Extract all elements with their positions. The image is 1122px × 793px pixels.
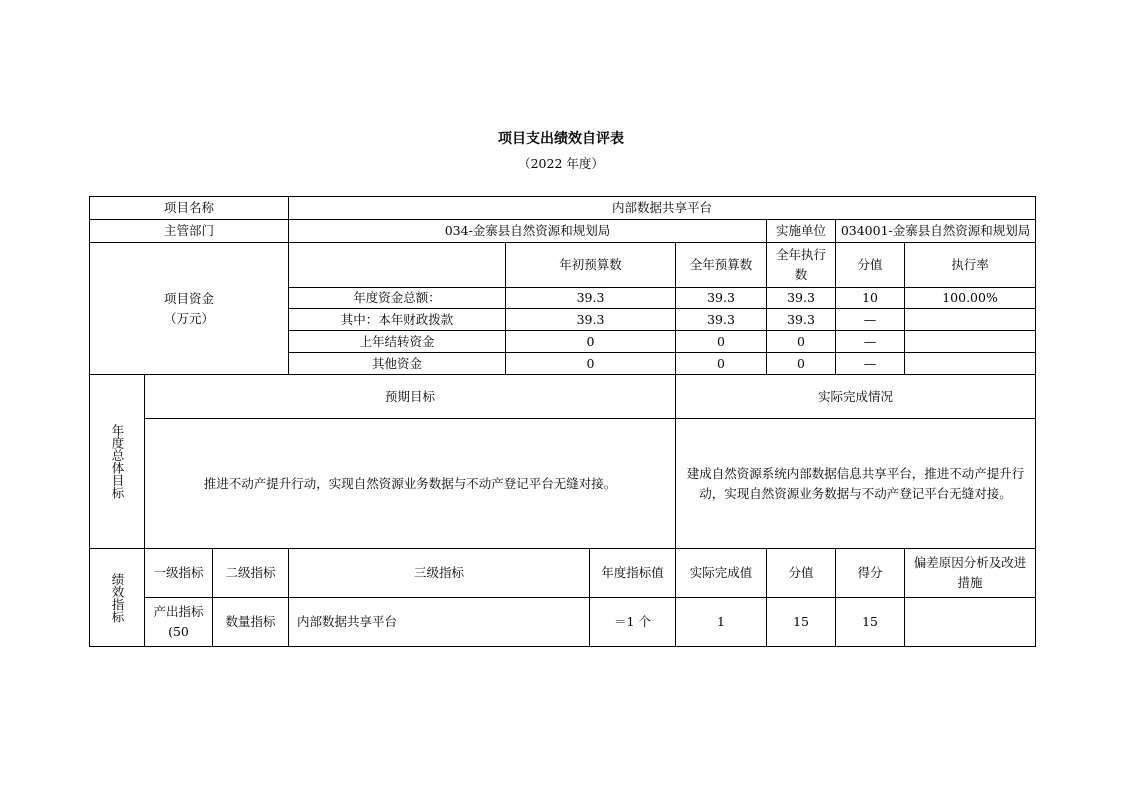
goals-actual-header: 实际完成情况 xyxy=(676,375,1036,419)
project-name-row xyxy=(90,197,1036,220)
indicators-header-level1: 一级指标 xyxy=(145,549,213,598)
funds-row-annual: 0 xyxy=(676,331,767,353)
funds-header-blank xyxy=(289,243,506,288)
funds-row-annual: 0 xyxy=(676,353,767,375)
department-label: 主管部门 xyxy=(90,220,289,243)
indicator-level3: 内部数据共享平台 xyxy=(289,598,590,647)
indicator-score: 15 xyxy=(836,598,905,647)
funds-row-annual: 39.3 xyxy=(676,309,767,331)
funds-row-annual: 39.3 xyxy=(676,288,767,309)
funds-row-initial: 39.3 xyxy=(506,309,676,331)
funds-row-score-value: — xyxy=(836,331,905,353)
indicator-deviation xyxy=(905,598,1036,647)
indicators-header-level3: 三级指标 xyxy=(289,549,590,598)
implementer-value: 034001-金寨县自然资源和规划局 xyxy=(836,220,1036,243)
funds-label-cell xyxy=(90,243,289,375)
funds-unit: （万元） xyxy=(164,310,215,326)
goals-label: 年度总体目标 xyxy=(110,424,125,499)
funds-header-initial: 年初预算数 xyxy=(506,243,676,288)
funds-header-executed: 全年执行数 xyxy=(767,243,836,288)
funds-row-executed: 0 xyxy=(767,331,836,353)
funds-row-name: 年度资金总额： xyxy=(289,288,506,309)
indicators-row xyxy=(90,598,1036,647)
funds-row-initial: 39.3 xyxy=(506,288,676,309)
funds-row-score-value: — xyxy=(836,353,905,375)
funds-row-initial: 0 xyxy=(506,331,676,353)
goals-expected-text: 推进不动产提升行动，实现自然资源业务数据与不动产登记平台无缝对接。 xyxy=(145,419,676,549)
indicators-header-score: 得分 xyxy=(836,549,905,598)
performance-table xyxy=(89,196,1036,647)
indicators-header-score-value: 分值 xyxy=(767,549,836,598)
indicators-header-level2: 二级指标 xyxy=(213,549,289,598)
funds-header-row xyxy=(90,243,1036,288)
indicator-level1: 产出指标(50 xyxy=(145,598,213,647)
implementer-label: 实施单位 xyxy=(767,220,836,243)
page-subtitle: （2022 年度） xyxy=(518,156,604,171)
goals-content-row xyxy=(90,419,1036,549)
page-title: 项目支出绩效自评表 xyxy=(498,131,624,147)
indicator-target: ＝1 个 xyxy=(590,598,676,647)
indicator-level2: 数量指标 xyxy=(213,598,289,647)
indicators-label-cell xyxy=(90,549,145,647)
indicators-header-target: 年度指标值 xyxy=(590,549,676,598)
funds-row-rate xyxy=(905,331,1036,353)
department-row xyxy=(90,220,1036,243)
funds-row-score-value: 10 xyxy=(836,288,905,309)
indicator-actual: 1 xyxy=(676,598,767,647)
funds-row-rate: 100.00% xyxy=(905,288,1036,309)
funds-row-executed: 0 xyxy=(767,353,836,375)
funds-row-initial: 0 xyxy=(506,353,676,375)
indicators-header-actual: 实际完成值 xyxy=(676,549,767,598)
goals-actual-text: 建成自然资源系统内部数据信息共享平台，推进不动产提升行动，实现自然资源业务数据与不动产登记平台无缝对接。 xyxy=(676,419,1036,549)
funds-label: 项目资金 xyxy=(164,290,215,306)
funds-row-name: 其他资金 xyxy=(289,353,506,375)
indicators-header-deviation: 偏差原因分析及改进措施 xyxy=(905,549,1036,598)
indicators-header-row xyxy=(90,549,1036,598)
funds-row-executed: 39.3 xyxy=(767,288,836,309)
goals-header-row xyxy=(90,375,1036,419)
funds-row-name: 其中：本年财政拨款 xyxy=(289,309,506,331)
indicators-label: 绩效指标 xyxy=(110,572,125,623)
funds-row-rate xyxy=(905,309,1036,331)
funds-header-rate: 执行率 xyxy=(905,243,1036,288)
funds-row-rate xyxy=(905,353,1036,375)
goals-expected-header: 预期目标 xyxy=(145,375,676,419)
funds-header-score-value: 分值 xyxy=(836,243,905,288)
project-name-label: 项目名称 xyxy=(90,197,289,220)
funds-header-annual: 全年预算数 xyxy=(676,243,767,288)
department-value: 034-金寨县自然资源和规划局 xyxy=(289,220,767,243)
project-name-value: 内部数据共享平台 xyxy=(289,197,1036,220)
funds-row-score-value: — xyxy=(836,309,905,331)
goals-label-cell xyxy=(90,375,145,549)
indicator-score-value: 15 xyxy=(767,598,836,647)
funds-row-executed: 39.3 xyxy=(767,309,836,331)
funds-row-name: 上年结转资金 xyxy=(289,331,506,353)
